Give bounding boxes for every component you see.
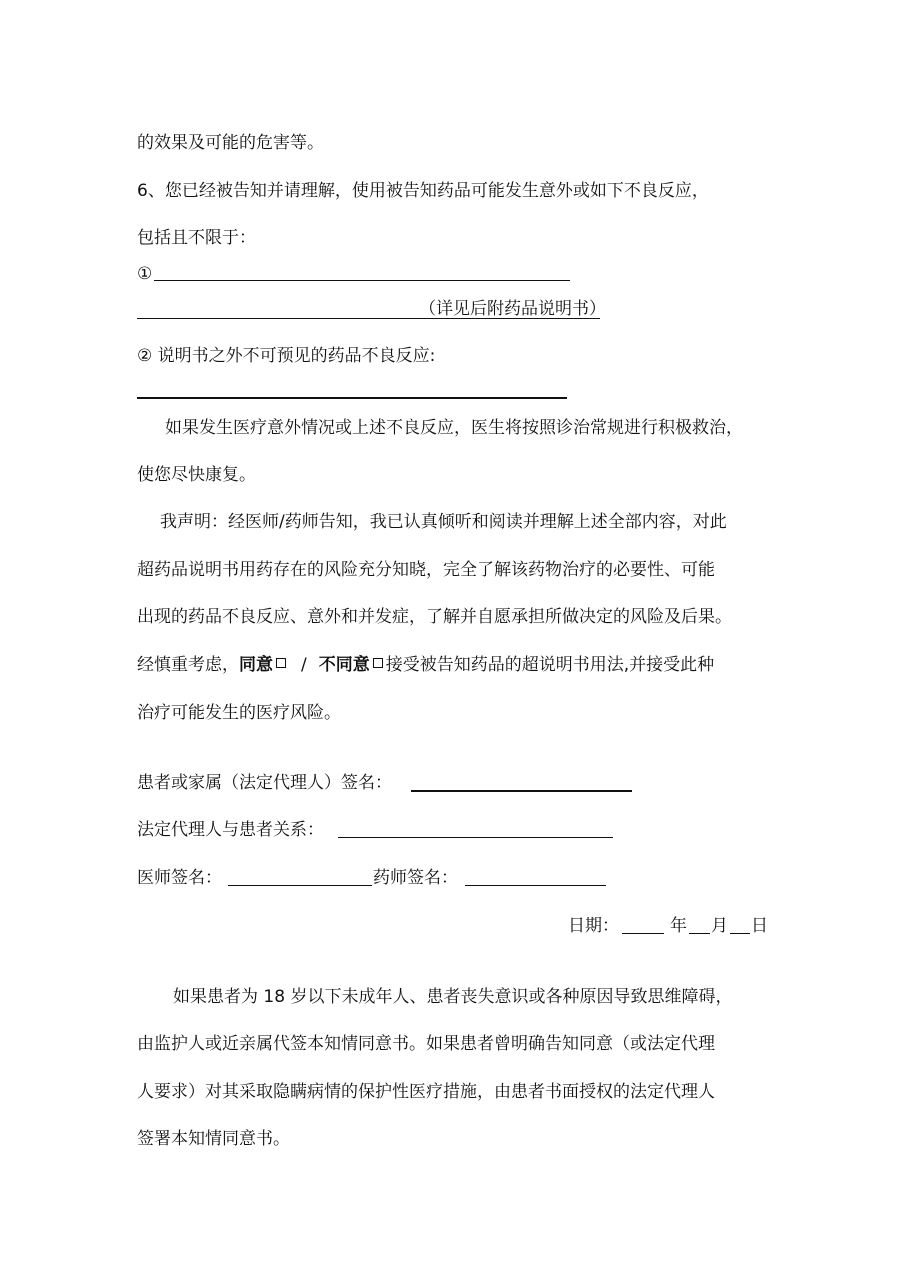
patient-signature-field[interactable]	[411, 790, 632, 792]
patient-signature-label: 患者或家属（法定代理人）签名：	[137, 773, 392, 793]
consent-suffix: 接受被告知药品的超说明书用法,并接受此种	[385, 655, 715, 675]
declaration-line3: 出现的药品不良反应、意外和并发症，了解并自愿承担所做决定的风险及后果。	[137, 607, 732, 627]
doctor-signature-label: 医师签名：	[137, 868, 222, 888]
date-year-field[interactable]	[622, 933, 664, 934]
declaration-line5: 治疗可能发生的医疗风险。	[137, 703, 341, 723]
pharmacist-signature-label: 药师签名：	[373, 868, 458, 888]
reaction-1-note-underline	[419, 318, 600, 319]
reaction-1-blank-line-2[interactable]	[137, 318, 419, 319]
disagree-checkbox[interactable]	[373, 658, 383, 668]
relation-label: 法定代理人与患者关系：	[137, 820, 324, 840]
date-month-label: 月	[711, 916, 728, 936]
date-day-label: 日	[751, 916, 768, 936]
date-label: 日期：	[568, 916, 619, 936]
pharmacist-signature-field[interactable]	[465, 885, 606, 886]
agree-label: 同意	[239, 655, 273, 675]
reaction-1-blank-line[interactable]	[154, 280, 570, 281]
treatment-line1: 如果发生医疗意外情况或上述不良反应，医生将按照诊治常规进行积极救治，	[165, 418, 743, 438]
relation-field[interactable]	[338, 837, 613, 838]
note-line4: 签署本知情同意书。	[137, 1129, 290, 1149]
consent-prefix: 经慎重考虑，	[137, 655, 239, 675]
reaction-2-label: ② 说明书之外不可预见的药品不良反应:	[137, 346, 436, 366]
item6-line2: 包括且不限于：	[137, 228, 256, 248]
date-month-field[interactable]	[689, 933, 710, 934]
date-day-field[interactable]	[730, 933, 750, 934]
treatment-line2: 使您尽快康复。	[137, 465, 256, 485]
date-year-label: 年	[670, 916, 687, 936]
item6-line1: 6、您已经被告知并请理解，使用被告知药品可能发生意外或如下不良反应，	[137, 181, 709, 201]
disagree-label: 不同意	[318, 655, 370, 675]
reaction-1-marker: ①	[137, 264, 153, 284]
note-line3: 人要求）对其采取隐瞒病情的保护性医疗措施，由患者书面授权的法定代理人	[137, 1082, 715, 1102]
note-line1: 如果患者为 18 岁以下未成年人、患者丧失意识或各种原因导致思维障碍，	[173, 987, 733, 1007]
note-line2: 由监护人或近亲属代签本知情同意书。如果患者曾明确告知同意（或法定代理	[137, 1034, 715, 1054]
reaction-1-note: （详见后附药品说明书）	[419, 299, 606, 319]
consent-slash: /	[301, 655, 307, 675]
declaration-line2: 超药品说明书用药存在的风险充分知晓，完全了解该药物治疗的必要性、可能	[137, 560, 715, 580]
declaration-line1: 我声明：经医师/药师告知，我已认真倾听和阅读并理解上述全部内容，对此	[160, 512, 727, 532]
declaration-consent-line	[137, 655, 714, 675]
agree-checkbox[interactable]	[276, 658, 286, 668]
doctor-signature-field[interactable]	[228, 885, 372, 886]
paragraph-tail: 的效果及可能的危害等。	[137, 133, 324, 153]
reaction-2-blank-line[interactable]	[137, 397, 567, 399]
